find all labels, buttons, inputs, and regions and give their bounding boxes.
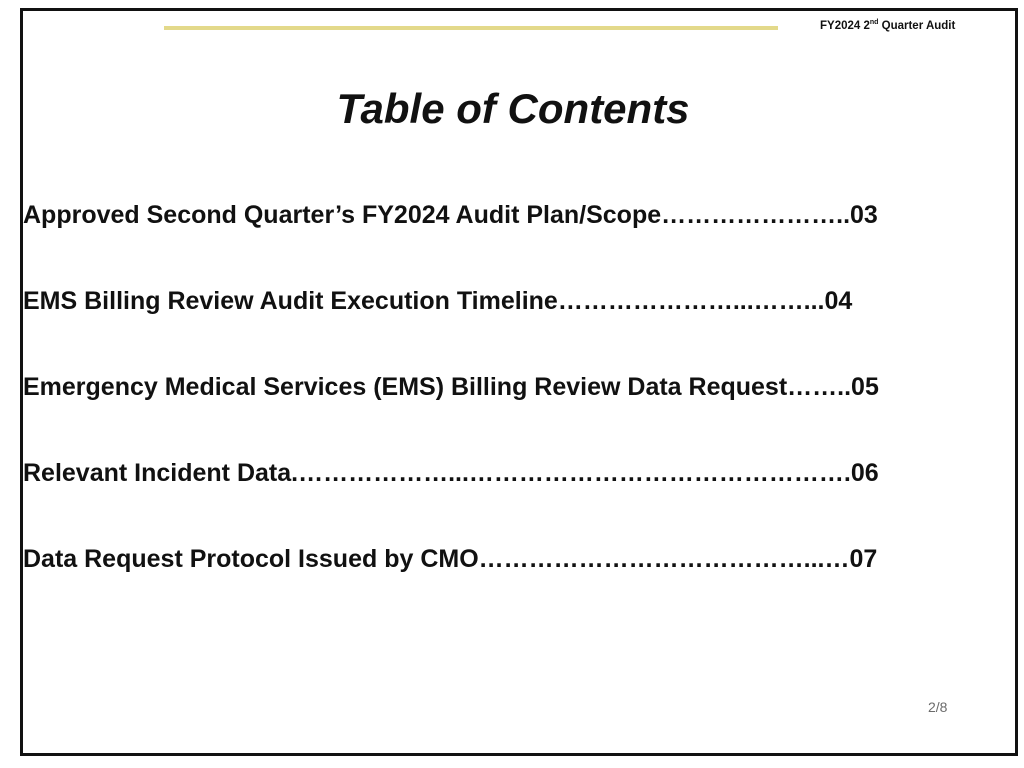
header-label-prefix: FY2024 2 bbox=[820, 20, 870, 32]
toc-entry-data-request: Emergency Medical Services (EMS) Billing Review Data Request……..05 bbox=[23, 373, 879, 401]
toc-entry-data-request-protocol: Data Request Protocol Issued by CMO…………………………………...…07 bbox=[23, 545, 878, 573]
header-label bbox=[820, 20, 955, 32]
page-title: Table of Contents bbox=[336, 85, 690, 132]
header-label-superscript: nd bbox=[869, 19, 879, 27]
toc-entry-execution-timeline: EMS Billing Review Audit Execution Timeline…………………...……...04 bbox=[23, 287, 853, 315]
toc-entry-incident-data: Relevant Incident Data.………………...……………………………………….06 bbox=[23, 459, 879, 487]
slide bbox=[20, 8, 1018, 756]
page-number: 2/8 bbox=[928, 699, 948, 715]
header-rule bbox=[164, 26, 778, 30]
header-label-suffix: Quarter Audit bbox=[878, 20, 956, 32]
toc-entry-audit-plan: Approved Second Quarter’s FY2024 Audit Plan/Scope…………………..03 bbox=[23, 201, 878, 229]
table-of-contents bbox=[23, 200, 998, 630]
